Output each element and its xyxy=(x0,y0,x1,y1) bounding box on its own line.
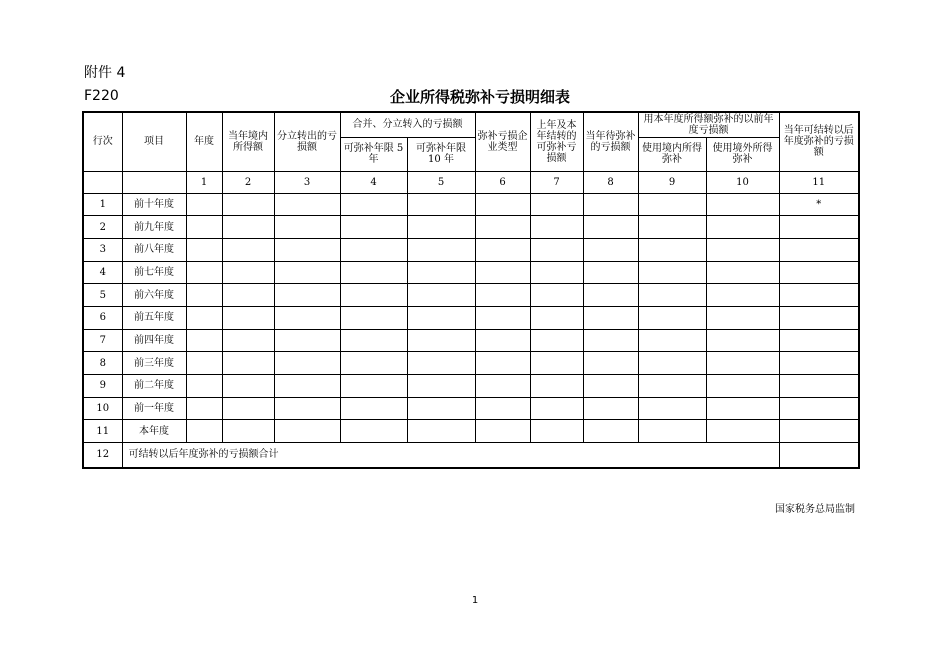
table-row xyxy=(83,306,859,329)
cell-col-10[interactable] xyxy=(706,329,779,352)
cell-col-4[interactable] xyxy=(340,329,407,352)
cell-col-3[interactable] xyxy=(274,420,340,443)
table-row xyxy=(83,284,859,307)
cell-col-6[interactable] xyxy=(475,329,530,352)
cell-col-7[interactable] xyxy=(530,420,583,443)
cell-col-7[interactable] xyxy=(530,352,583,375)
cell-col-2[interactable] xyxy=(222,238,274,261)
cell-col-8[interactable] xyxy=(583,329,638,352)
cell-col-2[interactable] xyxy=(222,193,274,216)
table-row xyxy=(83,329,859,352)
col-number: 5 xyxy=(407,171,475,193)
cell-col-4[interactable] xyxy=(340,420,407,443)
cell-col-4[interactable] xyxy=(340,375,407,398)
cell-col-6[interactable] xyxy=(475,352,530,375)
total-row-value[interactable] xyxy=(779,443,859,468)
header-use-foreign: 使用境外所得弥补 xyxy=(706,137,779,171)
header-merge-5y: 可弥补年限 5 年 xyxy=(340,137,407,171)
cell-col-3[interactable] xyxy=(274,352,340,375)
cell-col-2[interactable] xyxy=(222,284,274,307)
cell-col-6[interactable] xyxy=(475,306,530,329)
cell-col-3[interactable] xyxy=(274,193,340,216)
col-number: 2 xyxy=(222,171,274,193)
cell-col-8[interactable] xyxy=(583,193,638,216)
cell-col-9[interactable] xyxy=(638,284,706,307)
cell-col-10[interactable] xyxy=(706,193,779,216)
cell-col-11[interactable] xyxy=(779,261,859,284)
header-merge-group: 合并、分立转入的亏损额 xyxy=(340,112,475,137)
row-item: 前二年度 xyxy=(122,375,186,398)
cell-col-5[interactable] xyxy=(407,284,475,307)
table-row xyxy=(83,397,859,420)
cell-col-11[interactable] xyxy=(779,216,859,239)
row-number: 9 xyxy=(83,375,122,398)
cell-col-5[interactable] xyxy=(407,306,475,329)
cell-col-11[interactable] xyxy=(779,397,859,420)
col-number: 1 xyxy=(186,171,222,193)
total-row-label: 可结转以后年度弥补的亏损额合计 xyxy=(122,443,779,468)
cell-col-1[interactable] xyxy=(186,238,222,261)
col-number: 9 xyxy=(638,171,706,193)
cell-col-4[interactable] xyxy=(340,238,407,261)
cell-col-5[interactable] xyxy=(407,375,475,398)
row-item: 前一年度 xyxy=(122,397,186,420)
attachment-label: 附件 4 xyxy=(84,65,126,81)
page-number: 1 xyxy=(471,595,479,606)
row-number: 11 xyxy=(83,420,122,443)
cell-col-4[interactable] xyxy=(340,397,407,420)
cell-col-7[interactable] xyxy=(530,284,583,307)
row-number: 2 xyxy=(83,216,122,239)
cell-col-7[interactable] xyxy=(530,238,583,261)
cell-col-2[interactable] xyxy=(222,261,274,284)
issuer-label: 国家税务总局监制 xyxy=(775,504,855,515)
header-item: 项目 xyxy=(122,112,186,171)
cell-col-6[interactable] xyxy=(475,284,530,307)
cell-col-2[interactable] xyxy=(222,420,274,443)
cell-col-2[interactable] xyxy=(222,329,274,352)
cell-col-6[interactable] xyxy=(475,375,530,398)
cell-col-7[interactable] xyxy=(530,306,583,329)
cell-col-11[interactable] xyxy=(779,238,859,261)
cell-col-8[interactable] xyxy=(583,306,638,329)
cell-col-11[interactable] xyxy=(779,329,859,352)
cell-col-9[interactable] xyxy=(638,306,706,329)
cell-col-5[interactable] xyxy=(407,329,475,352)
row-item: 前八年度 xyxy=(122,238,186,261)
cell-col-8[interactable] xyxy=(583,261,638,284)
row-item: 本年度 xyxy=(122,420,186,443)
cell-col-5[interactable] xyxy=(407,238,475,261)
cell-col-6[interactable] xyxy=(475,193,530,216)
header-year: 年度 xyxy=(186,112,222,171)
cell-col-3[interactable] xyxy=(274,329,340,352)
cell-col-9[interactable] xyxy=(638,397,706,420)
cell-col-5[interactable] xyxy=(407,261,475,284)
row-number: 3 xyxy=(83,238,122,261)
col-number-blank xyxy=(83,171,122,193)
col-number: 3 xyxy=(274,171,340,193)
row-item: 前七年度 xyxy=(122,261,186,284)
cell-col-1[interactable] xyxy=(186,284,222,307)
cell-col-2[interactable] xyxy=(222,306,274,329)
cell-col-9[interactable] xyxy=(638,193,706,216)
table-row xyxy=(83,420,859,443)
cell-col-3[interactable] xyxy=(274,284,340,307)
cell-col-1[interactable] xyxy=(186,352,222,375)
cell-col-10[interactable] xyxy=(706,352,779,375)
row-item: 前五年度 xyxy=(122,306,186,329)
cell-col-6[interactable] xyxy=(475,420,530,443)
cell-col-5[interactable] xyxy=(407,352,475,375)
col-number: 7 xyxy=(530,171,583,193)
cell-col-4[interactable] xyxy=(340,284,407,307)
cell-col-3[interactable] xyxy=(274,397,340,420)
cell-col-5[interactable] xyxy=(407,420,475,443)
row-number: 4 xyxy=(83,261,122,284)
cell-col-3[interactable] xyxy=(274,261,340,284)
header-prev-carryover: 上年及本年结转的可弥补亏损额 xyxy=(530,112,583,171)
cell-col-4[interactable] xyxy=(340,216,407,239)
cell-col-2[interactable] xyxy=(222,216,274,239)
cell-col-9[interactable] xyxy=(638,238,706,261)
cell-col-8[interactable] xyxy=(583,284,638,307)
table-row xyxy=(83,352,859,375)
cell-col-10[interactable] xyxy=(706,306,779,329)
cell-col-9[interactable] xyxy=(638,261,706,284)
cell-col-1[interactable] xyxy=(186,306,222,329)
row-item: 前三年度 xyxy=(122,352,186,375)
cell-col-2[interactable] xyxy=(222,352,274,375)
row-item: 前四年度 xyxy=(122,329,186,352)
row-number: 7 xyxy=(83,329,122,352)
col-number: 6 xyxy=(475,171,530,193)
page-title: 企业所得税弥补亏损明细表 xyxy=(389,88,570,106)
header-carry-forward: 当年可结转以后年度弥补的亏损额 xyxy=(779,112,859,171)
cell-col-1[interactable] xyxy=(186,329,222,352)
col-number-blank xyxy=(122,171,186,193)
cell-col-11[interactable] xyxy=(779,284,859,307)
table-row xyxy=(83,216,859,239)
cell-col-11[interactable]: * xyxy=(779,193,859,216)
cell-col-7[interactable] xyxy=(530,261,583,284)
cell-col-11[interactable] xyxy=(779,420,859,443)
header-domestic-income: 当年境内所得额 xyxy=(222,112,274,171)
cell-col-8[interactable] xyxy=(583,216,638,239)
cell-col-1[interactable] xyxy=(186,420,222,443)
table-row xyxy=(83,238,859,261)
header-split-out-loss: 分立转出的亏损额 xyxy=(274,112,340,171)
row-item: 前六年度 xyxy=(122,284,186,307)
cell-col-4[interactable] xyxy=(340,261,407,284)
cell-col-1[interactable] xyxy=(186,397,222,420)
cell-col-4[interactable] xyxy=(340,193,407,216)
cell-col-9[interactable] xyxy=(638,420,706,443)
loss-offset-table xyxy=(82,111,860,469)
row-item: 前十年度 xyxy=(122,193,186,216)
cell-col-6[interactable] xyxy=(475,238,530,261)
cell-col-5[interactable] xyxy=(407,193,475,216)
cell-col-3[interactable] xyxy=(274,238,340,261)
cell-col-7[interactable] xyxy=(530,397,583,420)
cell-col-7[interactable] xyxy=(530,375,583,398)
cell-col-11[interactable] xyxy=(779,375,859,398)
cell-col-8[interactable] xyxy=(583,420,638,443)
cell-col-11[interactable] xyxy=(779,352,859,375)
cell-col-4[interactable] xyxy=(340,306,407,329)
table-row xyxy=(83,375,859,398)
cell-col-7[interactable] xyxy=(530,216,583,239)
cell-col-10[interactable] xyxy=(706,375,779,398)
col-number: 4 xyxy=(340,171,407,193)
cell-col-10[interactable] xyxy=(706,397,779,420)
cell-col-8[interactable] xyxy=(583,375,638,398)
form-code: F220 xyxy=(84,88,119,104)
cell-col-5[interactable] xyxy=(407,397,475,420)
cell-col-9[interactable] xyxy=(638,352,706,375)
cell-col-1[interactable] xyxy=(186,261,222,284)
cell-col-3[interactable] xyxy=(274,306,340,329)
cell-col-7[interactable] xyxy=(530,193,583,216)
header-current-to-offset: 当年待弥补的亏损额 xyxy=(583,112,638,171)
cell-col-8[interactable] xyxy=(583,397,638,420)
cell-col-2[interactable] xyxy=(222,397,274,420)
table-row xyxy=(83,261,859,284)
cell-col-8[interactable] xyxy=(583,352,638,375)
row-number: 10 xyxy=(83,397,122,420)
row-number: 1 xyxy=(83,193,122,216)
header-row-no: 行次 xyxy=(83,112,122,171)
row-item: 前九年度 xyxy=(122,216,186,239)
cell-col-10[interactable] xyxy=(706,216,779,239)
col-number: 10 xyxy=(706,171,779,193)
cell-col-8[interactable] xyxy=(583,238,638,261)
cell-col-6[interactable] xyxy=(475,397,530,420)
cell-col-9[interactable] xyxy=(638,375,706,398)
cell-col-2[interactable] xyxy=(222,375,274,398)
cell-col-1[interactable] xyxy=(186,216,222,239)
total-row-no: 12 xyxy=(83,443,122,468)
cell-col-1[interactable] xyxy=(186,375,222,398)
cell-col-5[interactable] xyxy=(407,216,475,239)
row-number: 6 xyxy=(83,306,122,329)
cell-col-9[interactable] xyxy=(638,329,706,352)
cell-col-10[interactable] xyxy=(706,238,779,261)
cell-col-1[interactable] xyxy=(186,193,222,216)
col-number: 8 xyxy=(583,171,638,193)
cell-col-3[interactable] xyxy=(274,375,340,398)
header-merge-10y: 可弥补年限 10 年 xyxy=(407,137,475,171)
cell-col-6[interactable] xyxy=(475,261,530,284)
row-number: 8 xyxy=(83,352,122,375)
header-loss-enterprise-type: 弥补亏损企业类型 xyxy=(475,112,530,171)
col-number: 11 xyxy=(779,171,859,193)
cell-col-10[interactable] xyxy=(706,261,779,284)
cell-col-10[interactable] xyxy=(706,420,779,443)
header-use-domestic: 使用境内所得弥补 xyxy=(638,137,706,171)
header-offset-group: 用本年度所得额弥补的以前年度亏损额 xyxy=(638,112,779,137)
cell-col-10[interactable] xyxy=(706,284,779,307)
table-row xyxy=(83,193,859,216)
row-number: 5 xyxy=(83,284,122,307)
cell-col-6[interactable] xyxy=(475,216,530,239)
cell-col-4[interactable] xyxy=(340,352,407,375)
cell-col-9[interactable] xyxy=(638,216,706,239)
cell-col-3[interactable] xyxy=(274,216,340,239)
cell-col-7[interactable] xyxy=(530,329,583,352)
cell-col-11[interactable] xyxy=(779,306,859,329)
